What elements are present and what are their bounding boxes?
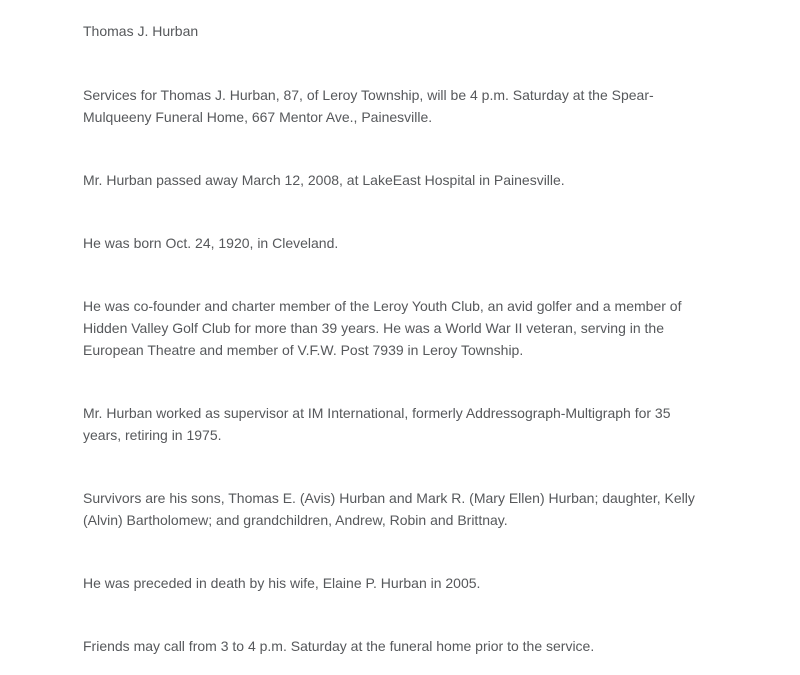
- paragraph-survivors: Survivors are his sons, Thomas E. (Avis) Hurban and Mark R. (Mary Ellen) Hurban; daughter, Kelly (Alvin) Bartholomew; and grandchildren, Andrew, Robin and Brittnay.: [83, 490, 695, 528]
- paragraph-passed-away: Mr. Hurban passed away March 12, 2008, at LakeEast Hospital in Painesville.: [83, 172, 565, 188]
- paragraph-born: He was born Oct. 24, 1920, in Cleveland.: [83, 235, 339, 251]
- paragraph-services: Services for Thomas J. Hurban, 87, of Leroy Township, will be 4 p.m. Saturday at the Spear-Mulqueeny Funeral Home, 667 Mentor Ave., Painesville.: [83, 87, 654, 125]
- deceased-name-title: Thomas J. Hurban: [83, 23, 199, 39]
- paragraph-calling-hours: Friends may call from 3 to 4 p.m. Saturday at the funeral home prior to the service.: [83, 638, 595, 654]
- paragraph-preceded-in-death: He was preceded in death by his wife, Elaine P. Hurban in 2005.: [83, 575, 481, 591]
- paragraph-biography: He was co-founder and charter member of the Leroy Youth Club, an avid golfer and a member of Hidden Valley Golf Club for more than 39 years. He was a World War II veteran, serving in the European Theatre and member of V.F.W. Post 7939 in Leroy Township.: [83, 298, 682, 358]
- paragraph-career: Mr. Hurban worked as supervisor at IM International, formerly Addressograph-Multigraph for 35 years, retiring in 1975.: [83, 405, 671, 443]
